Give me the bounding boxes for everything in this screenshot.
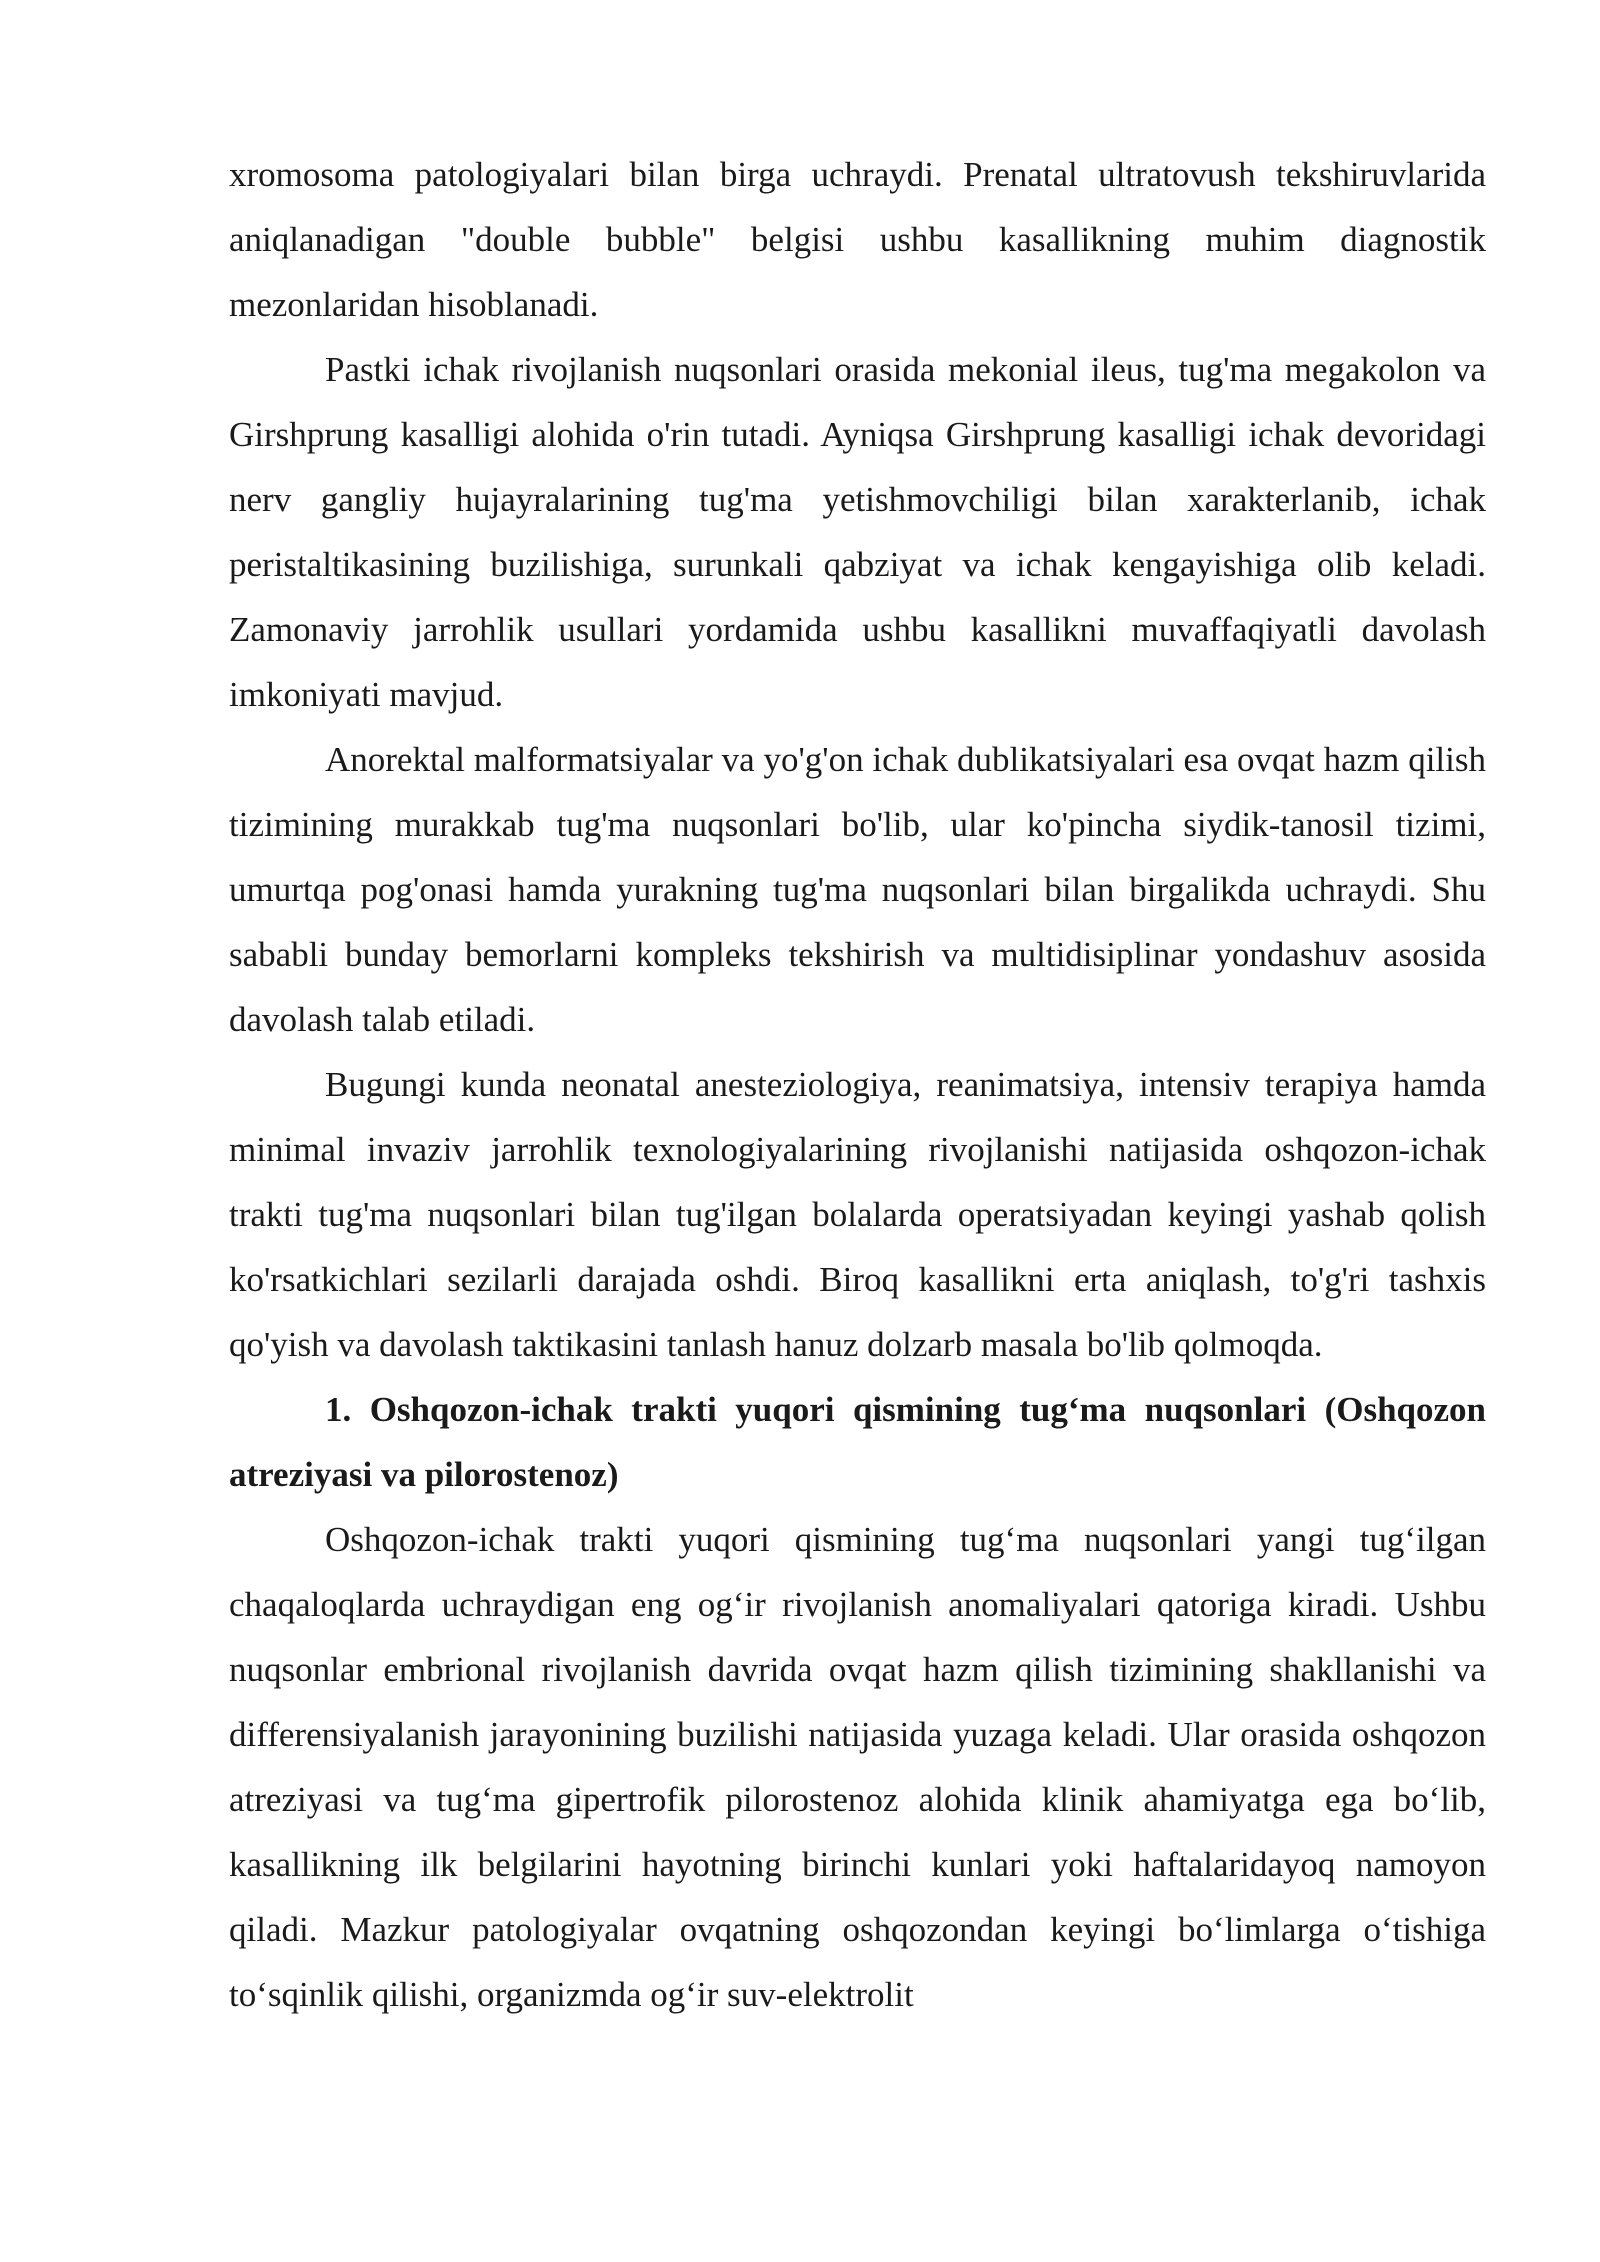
- paragraph-chromosome-continuation: xromosoma patologiyalari bilan birga uchraydi. Prenatal ultratovush tekshiruvlarida aniqlanadigan "double bubble" belgisi ushbu kasallikning muhim diagnostik mezonlaridan hisoblanadi.: [229, 155, 1486, 324]
- paragraph-upper-gi-intro: Oshqozon-ichak trakti yuqori qismining tug‘ma nuqsonlari yangi tug‘ilgan chaqaloqlarda uchraydigan eng og‘ir rivojlanish anomaliyalari qatoriga kiradi. Ushbu nuqsonlar embrional rivojlanish davrida ovqat hazm qilish tizimining shakllanishi va differensiyalanish jarayonining buzilishi natijasida yuzaga keladi. Ular orasida oshqozon atreziyasi va tug‘ma gipertrofik pilorostenoz alohida klinik ahamiyatga ega bo‘lib, kasallikning ilk belgilarini hayotning birinchi kunlari yoki haftalaridayoq namoyon qiladi. Mazkur patologiyalar ovqatning oshqozondan keyingi bo‘limlarga o‘tishiga to‘sqinlik qilishi, organizmda og‘ir suv-elektrolit: [229, 1520, 1486, 2014]
- paragraph-anorectal-malformations: Anorektal malformatsiyalar va yo'g'on ichak dublikatsiyalari esa ovqat hazm qilish tizimining murakkab tug'ma nuqsonlari bo'lib, ular ko'pincha siydik-tanosil tizimi, umurtqa pog'onasi hamda yurakning tug'ma nuqsonlari bilan birgalikda uchraydi. Shu sababli bunday bemorlarni kompleks tekshirish va multidisiplinar yondashuv asosida davolash talab etiladi.: [229, 740, 1486, 1039]
- section-heading-upper-gi-defects: 1. Oshqozon-ichak trakti yuqori qismining tug‘ma nuqsonlari (Oshqozon atreziyasi va pilorostenoz): [229, 1390, 1486, 1494]
- paragraph-lower-intestine-defects: Pastki ichak rivojlanish nuqsonlari orasida mekonial ileus, tug'ma megakolon va Girshprung kasalligi alohida o'rin tutadi. Ayniqsa Girshprung kasalligi ichak devoridagi nerv gangliy hujayralarining tug'ma yetishmovchiligi bilan xarakterlanib, ichak peristaltikasining buzilishiga, surunkali qabziyat va ichak kengayishiga olib keladi. Zamonaviy jarrohlik usullari yordamida ushbu kasallikni muvaffaqiyatli davolash imkoniyati mavjud.: [229, 350, 1486, 714]
- document-body: [229, 142, 1486, 2027]
- paragraph-neonatal-advances: Bugungi kunda neonatal anesteziologiya, reanimatsiya, intensiv terapiya hamda minimal invaziv jarrohlik texnologiyalarining rivojlanishi natijasida oshqozon-ichak trakti tug'ma nuqsonlari bilan tug'ilgan bolalarda operatsiyadan keyingi yashab qolish ko'rsatkichlari sezilarli darajada oshdi. Biroq kasallikni erta aniqlash, to'g'ri tashxis qo'yish va davolash taktikasini tanlash hanuz dolzarb masala bo'lib qolmoqda.: [229, 1065, 1486, 1364]
